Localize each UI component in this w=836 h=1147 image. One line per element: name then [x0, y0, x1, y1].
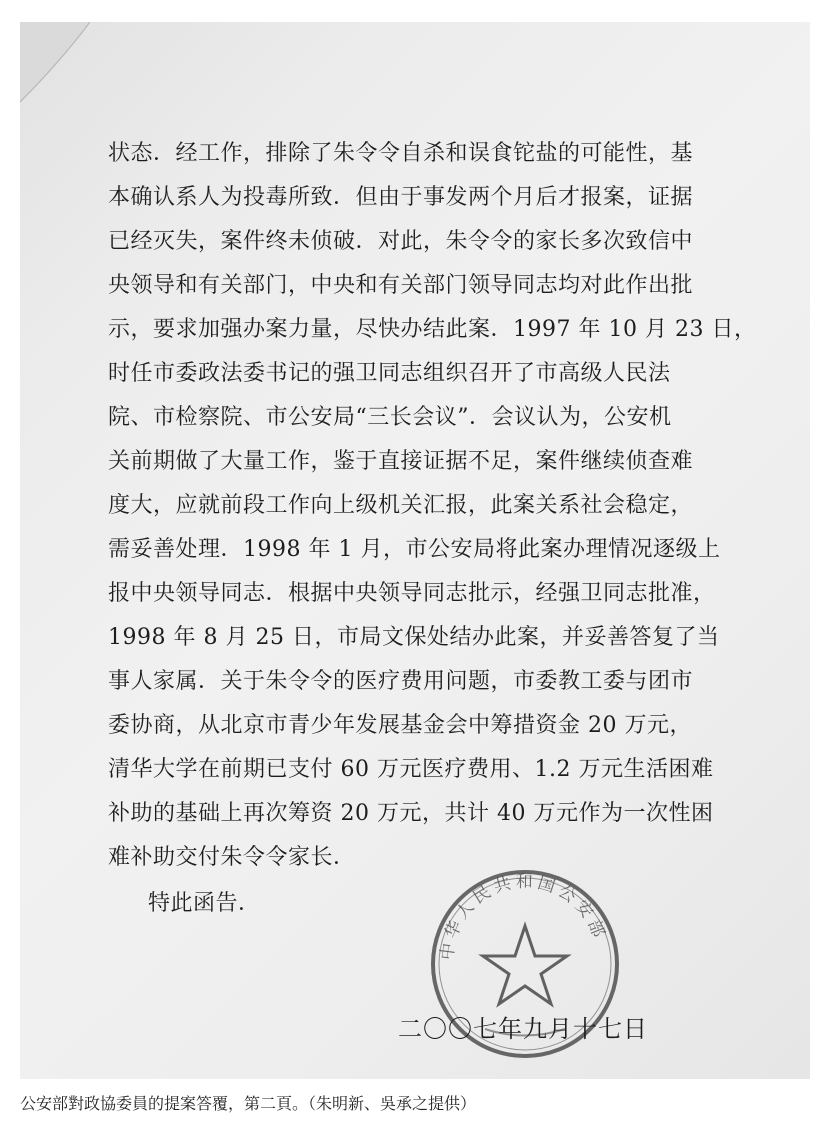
letter-line: 补助的基础上再次筹资 20 万元，共计 40 万元作为一次性困: [108, 801, 714, 826]
letter-line: 1998 年 8 月 25 日，市局文保处结办此案，并妥善答复了当: [108, 625, 720, 650]
letter-line: 委协商，从北京市青少年发展基金会中筹措资金 20 万元，: [108, 713, 692, 738]
letter-line: 示，要求加强办案力量，尽快办结此案．1997 年 10 月 23 日，: [108, 317, 757, 342]
letter-line: 报中央领导同志．根据中央领导同志批示，经强卫同志批准，: [108, 581, 716, 606]
letter-line: 清华大学在前期已支付 60 万元医疗费用、1.2 万元生活困难: [108, 757, 714, 782]
svg-text:中华人民共和国公安部: 中华人民共和国公安部: [437, 871, 610, 962]
letter-line: 央领导和有关部门，中央和有关部门领导同志均对此作出批: [108, 273, 694, 298]
letter-line: 需妥善处理．1998 年 1 月，市公安局将此案办理情况逐级上: [108, 537, 721, 562]
photo-caption: 公安部對政協委員的提案答覆，第二頁。（朱明新、吳承之提供）: [20, 1094, 477, 1113]
letter-line: 时任市委政法委书记的强卫同志组织召开了市高级人民法: [108, 361, 671, 386]
letter-line: 度大，应就前段工作向上级机关汇报，此案关系社会稳定，: [108, 493, 694, 518]
document-photo: [20, 22, 810, 1079]
letter-date: 二〇〇七年九月十七日: [398, 1015, 648, 1043]
closing-remark: 特此函告．: [148, 891, 261, 916]
letter-line: 已经灭失，案件终未侦破．对此，朱令令的家长多次致信中: [108, 229, 694, 254]
letter-line: 关前期做了大量工作，鉴于直接证据不足，案件继续侦查难: [108, 449, 694, 474]
letter-line: 状态．经工作，排除了朱令令自杀和误食铊盐的可能性，基: [108, 141, 694, 166]
letter-line: 院、市检察院、市公安局“三长会议”．会议认为，公安机: [108, 405, 672, 430]
letter-body: [108, 132, 757, 926]
letter-line: 事人家属．关于朱令令的医疗费用问题，市委教工委与团市: [108, 669, 694, 694]
paper-fold-corner: [20, 22, 140, 112]
letter-line: 难补助交付朱令令家长．: [108, 845, 356, 870]
letter-line: 本确认系人为投毒所致．但由于事发两个月后才报案，证据: [108, 185, 694, 210]
